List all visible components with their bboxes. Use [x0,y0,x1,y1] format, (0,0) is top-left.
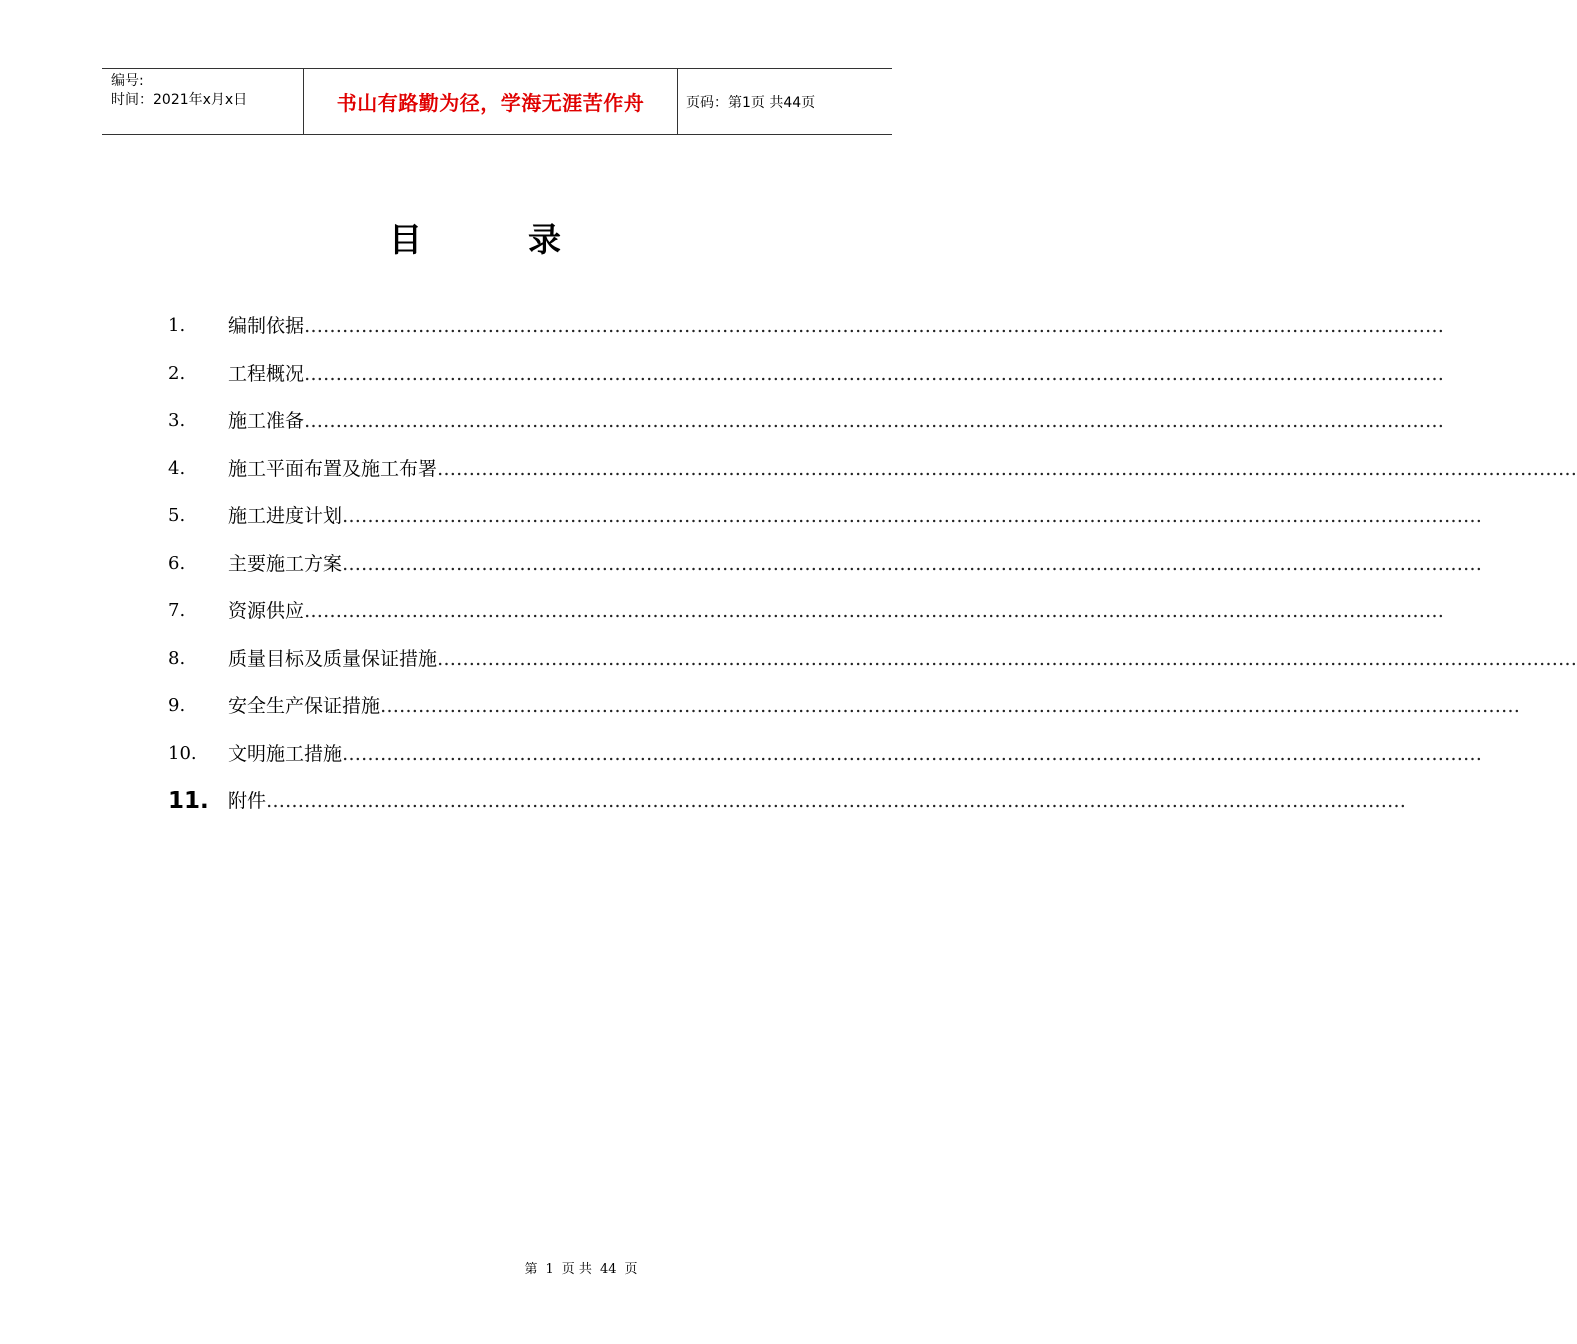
date-label: 时间：2021年x月x日 [111,92,248,108]
toc-entry-label: 质量目标及质量保证措施 [228,647,438,670]
toc-entry-number: 7. [168,600,186,621]
toc-entry-number: 9. [168,695,186,716]
toc-entry [168,544,1483,592]
footer-suffix: 页 [624,1262,638,1277]
toc-entry [168,306,1445,354]
toc-entry [168,639,1577,687]
toc-entry-number: 10. [168,742,197,764]
toc-dot-leader: ……………………………………………………………………………………………………………………………………………………………… [304,362,1445,385]
toc-entry-number: 5. [168,505,186,526]
page-footer [0,1258,950,1277]
toc-entry-number: 8. [168,647,186,669]
toc-entry-number: 3. [168,410,186,431]
toc-entry-body [228,496,1483,536]
toc-entry-label: 施工进度计划 [228,505,343,527]
toc-entry-body [228,401,1445,441]
toc-entry-body [228,449,1577,489]
footer-total-pages: 44 [599,1262,617,1277]
toc-entry-label: 资源供应 [228,600,305,622]
toc-entry-body [228,591,1445,631]
footer-page-number: 1 [545,1262,554,1277]
toc-entry-body [228,781,1407,821]
toc-entry-body [228,686,1521,726]
toc-dot-leader: ……………………………………………………………………………………………………………………………………………………………… [266,790,1407,812]
header-meta-cell [102,69,304,134]
toc-dot-leader: ……………………………………………………………………………………………………………………………………………………………… [304,410,1445,432]
toc-dot-leader: ……………………………………………………………………………………………………………………………………………………………… [437,647,1577,670]
toc-title [0,214,950,261]
toc-dot-leader: ……………………………………………………………………………………………………………………………………………………………… [342,505,1483,527]
toc-entry-body [228,354,1445,394]
toc-entry [168,591,1445,639]
toc-dot-leader: ……………………………………………………………………………………………………………………………………………………………… [437,457,1577,480]
toc-entry-label: 安全生产保证措施 [228,695,381,717]
serial-number-label: 编号: [111,73,144,89]
toc-entry-label: 附件 [228,790,267,812]
toc-entry-label: 编制依据 [228,315,305,337]
toc-entry-label: 工程概况 [228,362,305,385]
toc-entry-label: 文明施工措施 [228,742,343,765]
footer-mid: 页 共 [561,1262,592,1277]
toc-title-right: 录 [528,220,561,259]
header-motto-cell [304,69,678,134]
footer-prefix: 第 [524,1262,538,1277]
toc-title-left: 目 [389,220,422,259]
header-page-info: 页码：第1页 共44页 [686,94,816,111]
toc-entry-number: 4. [168,457,186,479]
toc-entry-number: 1. [168,315,186,336]
toc-entry-body [228,544,1483,584]
toc-entry [168,401,1445,449]
toc-entry-label: 施工平面布置及施工布署 [228,457,438,480]
toc-entry-body [228,734,1483,774]
toc-list [168,306,1577,829]
toc-dot-leader: ……………………………………………………………………………………………………………………………………………………………… [342,552,1483,575]
toc-dot-leader: ……………………………………………………………………………………………………………………………………………………………… [342,742,1483,765]
toc-entry-number: 2. [168,362,186,384]
toc-entry [168,781,1407,829]
toc-entry [168,496,1483,544]
toc-dot-leader: ……………………………………………………………………………………………………………………………………………………………… [380,695,1521,717]
toc-entry-body [228,306,1445,346]
toc-entry-label: 主要施工方案 [228,552,343,575]
header-page-cell [678,69,892,134]
toc-entry-number: 6. [168,552,186,574]
toc-entry-label: 施工准备 [228,410,305,432]
toc-entry [168,686,1521,734]
page-header [102,68,892,135]
toc-entry-number: 11. [168,788,209,814]
toc-entry [168,354,1445,402]
toc-entry-body [228,639,1577,679]
toc-entry [168,734,1483,782]
toc-entry [168,449,1577,497]
toc-dot-leader: ……………………………………………………………………………………………………………………………………………………………… [304,600,1445,622]
toc-dot-leader: ……………………………………………………………………………………………………………………………………………………………… [304,315,1445,337]
motto-text: 书山有路勤为径，学海无涯苦作舟 [336,91,645,115]
